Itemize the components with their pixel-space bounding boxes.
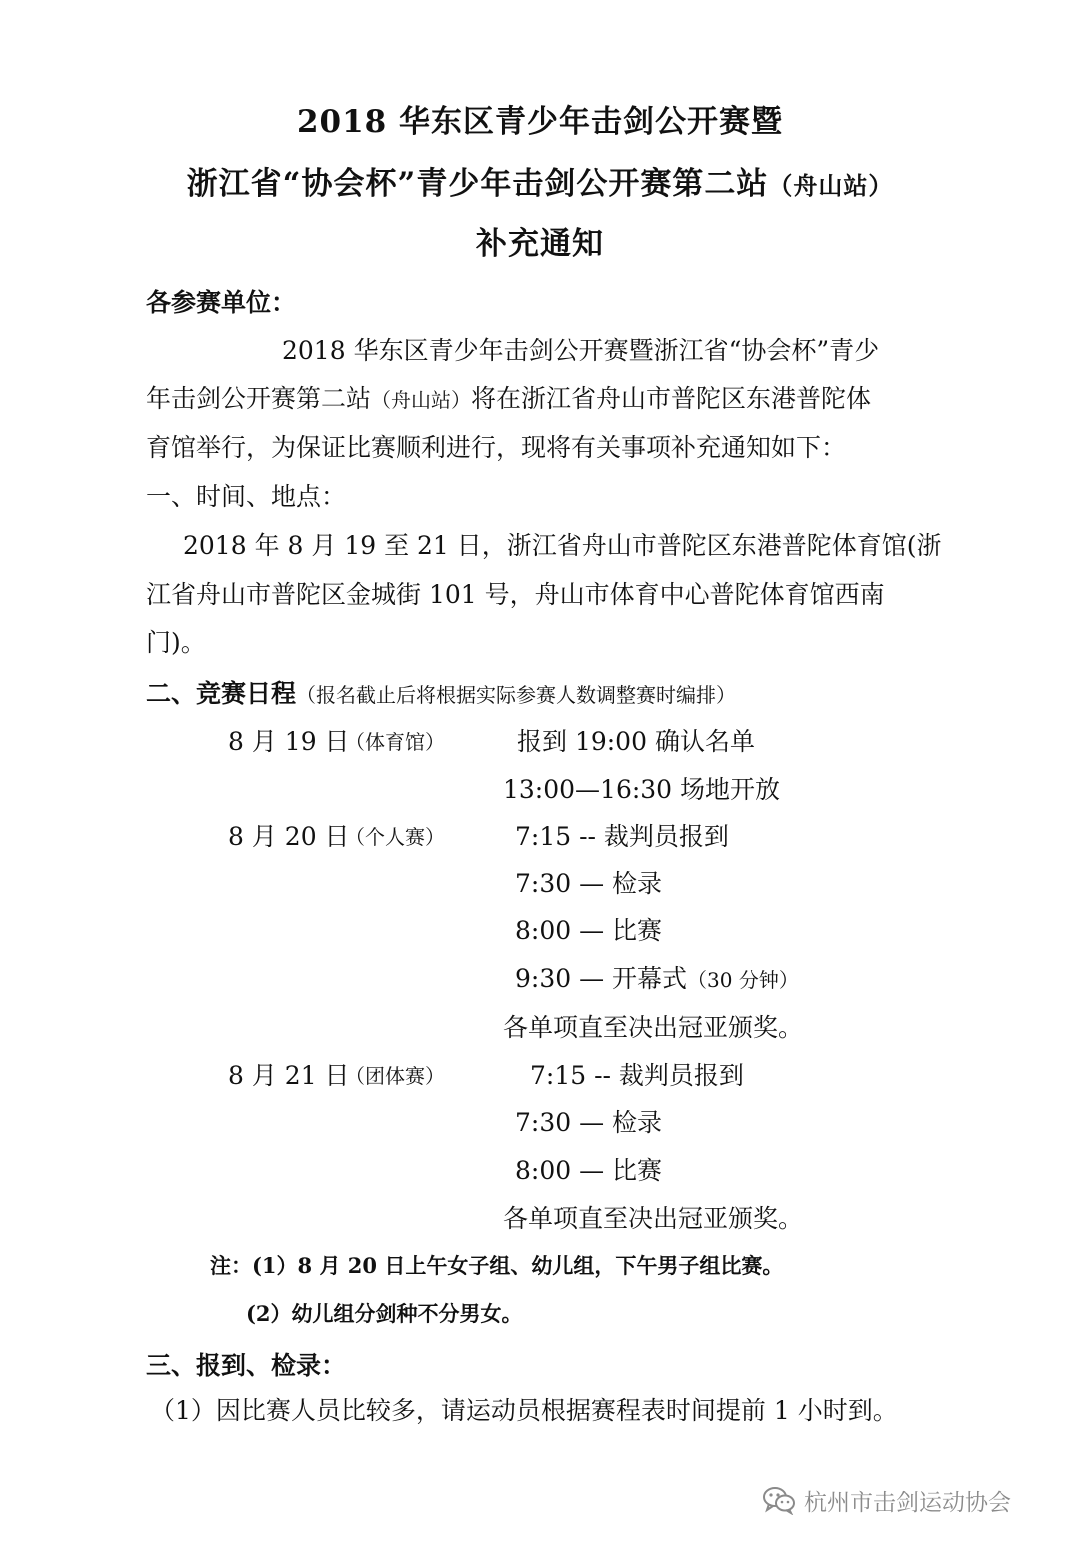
salutation: 各参赛单位：	[146, 288, 297, 317]
day3-item-2: 7:30 — 检录	[515, 1108, 663, 1137]
day2-item-5: 各单项直至决出冠亚颁奖。	[503, 1013, 804, 1042]
day1-item-1: 报到 19:00 确认名单	[517, 727, 755, 756]
day2-item-3: 8:00 — 比赛	[515, 916, 663, 945]
intro-line-2b: （舟山站）	[371, 388, 472, 412]
section1-heading: 一、时间、地点：	[146, 482, 347, 511]
day2-tag: （个人赛）	[345, 825, 445, 849]
note-1: 注：(1）8 月 20 日上午女子组、幼儿组，下午男子组比赛。	[210, 1253, 784, 1278]
day2-item-1: 7:15 -- 裁判员报到	[515, 822, 729, 851]
intro-line-2	[146, 379, 871, 415]
intro-line-2c: 将在浙江省舟山市普陀区东港普陀体	[471, 384, 872, 413]
day2-item-2: 7:30 — 检录	[515, 869, 663, 898]
title-line-2	[0, 158, 1080, 203]
intro-line-1: 2018 华东区青少年击剑公开赛暨浙江省“协会杯”青少	[282, 336, 880, 365]
section1-line-1: 2018 年 8 月 19 至 21 日，浙江省舟山市普陀区东港普陀体育馆(浙	[183, 531, 942, 560]
watermark	[762, 1482, 1011, 1518]
wechat-icon	[762, 1485, 796, 1515]
day1-date: 8 月 19 日	[228, 727, 350, 756]
section3-line-1: （1）因比赛人员比较多，请运动员根据赛程表时间提前 1 小时到。	[150, 1396, 898, 1425]
section2-heading	[146, 674, 736, 710]
section2-heading-text: 二、竞赛日程	[146, 679, 297, 708]
day3-date: 8 月 21 日	[228, 1061, 350, 1090]
section1-line-3: 门)。	[146, 628, 206, 657]
day3-item-3: 8:00 — 比赛	[515, 1156, 663, 1185]
intro-line-3: 育馆举行，为保证比赛顺利进行，现将有关事项补充通知如下：	[146, 433, 847, 462]
day2-item-4	[515, 959, 799, 995]
day3-item-4: 各单项直至决出冠亚颁奖。	[503, 1204, 804, 1233]
day3-tag: （团体赛）	[345, 1064, 445, 1088]
watermark-text: 杭州市击剑运动协会	[804, 1489, 1011, 1516]
day1-item-2: 13:00—16:30 场地开放	[503, 775, 781, 804]
title-line-2-station: （舟山站）	[768, 171, 894, 200]
day2-item-4-note: （30 分钟）	[687, 968, 799, 992]
section2-heading-note: （报名截止后将根据实际参赛人数调整赛时编排）	[296, 683, 737, 707]
section3-heading: 三、报到、检录：	[146, 1351, 347, 1380]
day2-date: 8 月 20 日	[228, 822, 350, 851]
title-line-3: 补充通知	[476, 226, 604, 262]
day3-item-1: 7:15 -- 裁判员报到	[530, 1061, 744, 1090]
title-line-1: 2018 华东区青少年击剑公开赛暨	[296, 104, 784, 140]
day2-item-4-text: 9:30 — 开幕式	[515, 964, 688, 993]
note-2: (2）幼儿组分剑种不分男女。	[246, 1301, 523, 1326]
intro-line-2a: 年击剑公开赛第二站	[146, 384, 372, 413]
day1-tag: （体育馆）	[345, 730, 445, 754]
title-line-2-main: 浙江省“协会杯”青少年击剑公开赛第二站	[186, 166, 769, 202]
section1-line-2: 江省舟山市普陀区金城街 101 号，舟山市体育中心普陀体育馆西南	[146, 580, 885, 609]
